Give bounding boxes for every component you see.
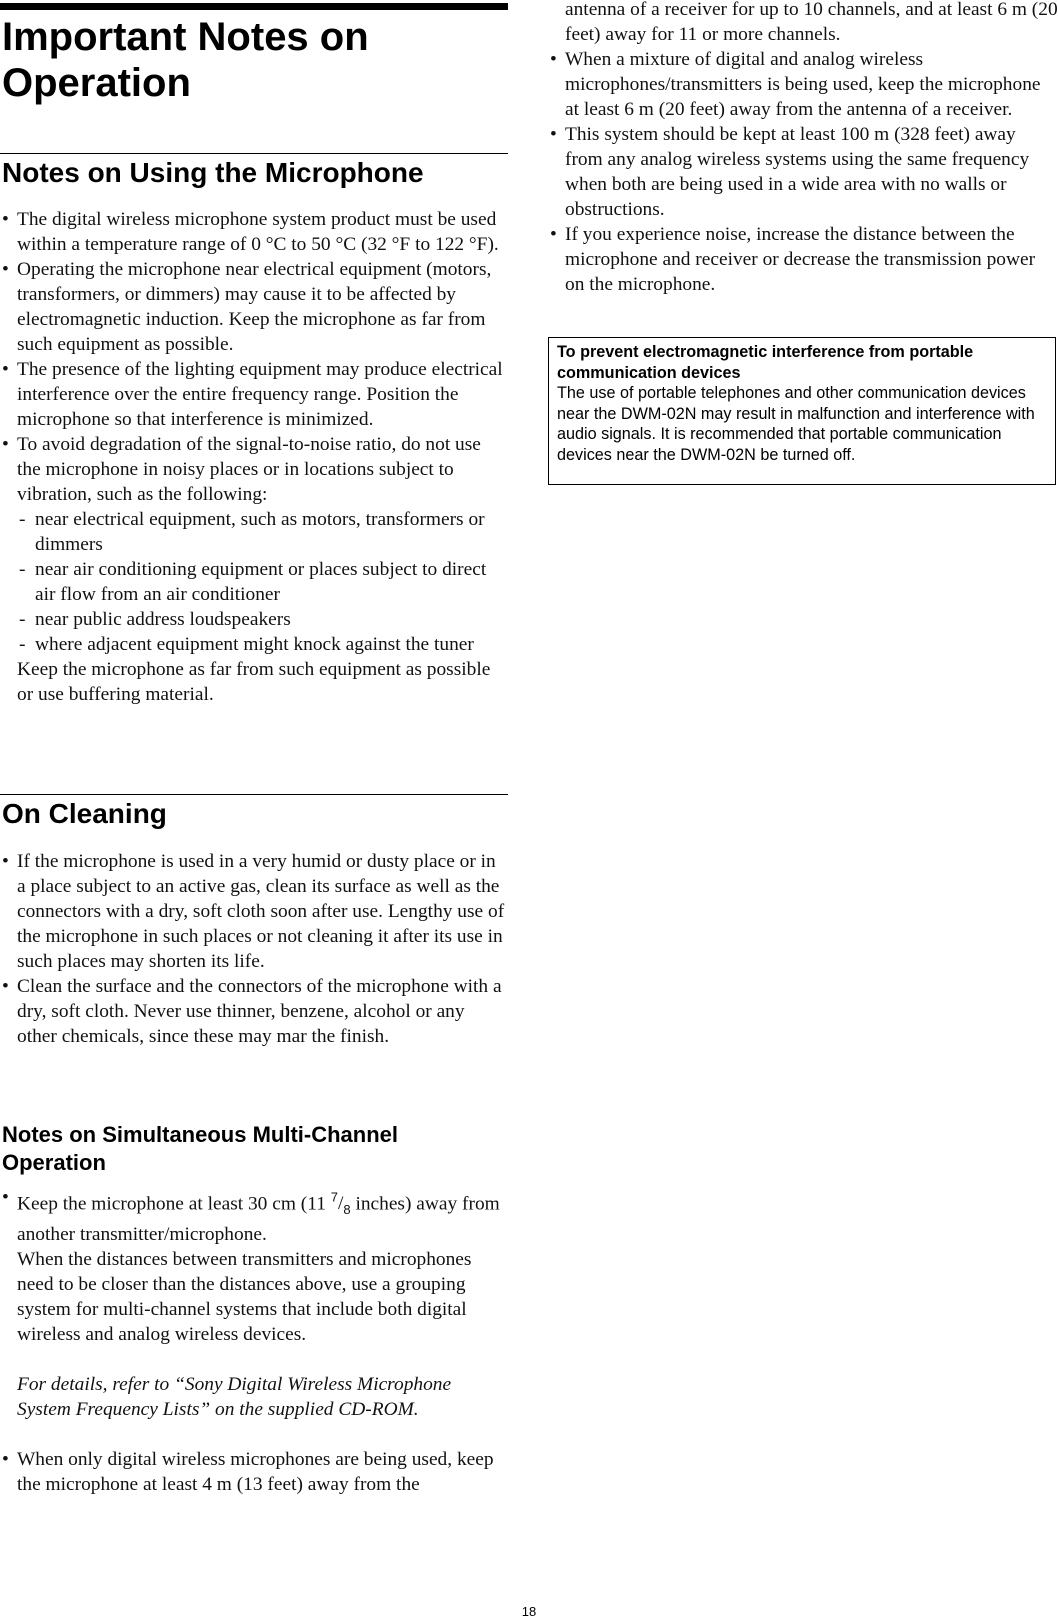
multichannel-notes-continued (548, 0, 1058, 297)
sub-list (17, 507, 508, 657)
microphone-notes (0, 207, 508, 707)
cleaning-notes (0, 849, 508, 1049)
note-box-title: To prevent electromagnetic interference from portable communication devices (557, 343, 974, 382)
fraction-denominator: 8 (343, 1202, 351, 1218)
note-box-body: The use of portable telephones and other communication devices near the DWM-02N may result in malfunction and interference with audio signals. It is recommended that portable communication devices near the DWM-02N be turned off. (557, 384, 1035, 464)
fraction-slash: / (337, 1193, 344, 1215)
list-item: • When a mixture of digital and analog wireless microphones/transmitters is being used, keep the microphone at least 6 m (20 feet) away from the antenna of a receiver. (548, 47, 1058, 122)
list-item: • This system should be kept at least 100 m (328 feet) away from any analog wireless systems using the same frequency when both are being used in a wide area with no walls or obstructions. (548, 122, 1058, 222)
fraction (330, 1190, 351, 1218)
page-title: Important Notes on Operation (2, 15, 369, 105)
list-item: • The presence of the lighting equipment may produce electrical interference over the entire frequency range. Position the microphone so that interference is minimized. (0, 357, 508, 432)
section-rule (0, 153, 508, 154)
heading-multichannel: Notes on Simultaneous Multi-Channel Operation (2, 1122, 399, 1175)
section-rule (0, 794, 508, 795)
fraction-numerator: 7 (330, 1190, 338, 1205)
list-item (0, 1185, 508, 1447)
list-item-text: antenna of a receiver for up to 10 channels, and at least 6 m (20 feet) away for 11 or more channels. (565, 0, 1058, 45)
list-item-text: • To avoid degradation of the signal-to-noise ratio, do not use the microphone in noisy places or in locations subject to vibration, such as the following: (17, 434, 481, 505)
list-item: • If the microphone is used in a very humid or dusty place or in a place subject to an active gas, clean its surface as well as the connectors with a dry, soft cloth soon after use. Lengthy use of the microphone in such places or not cleaning it after its use in such places may shorten its life. (0, 849, 508, 974)
list-item: • If you experience noise, increase the distance between the microphone and receiver or decrease the transmission power on the microphone. (548, 222, 1058, 297)
heading-microphone: Notes on Using the Microphone (2, 157, 424, 188)
note-box (548, 337, 1056, 485)
grouping-text: When the distances between transmitters and microphones need to be closer than the distances above, use a grouping system for multi-channel systems that include both digital wireless and analog wireless devices. (17, 1249, 472, 1346)
list-item: • When only digital wireless microphones are being used, keep the microphone at least 4 m (13 feet) away from the (0, 1447, 508, 1497)
list-item-text: Keep the microphone at least 30 cm (11 (17, 1193, 331, 1215)
sub-list-item: - near air conditioning equipment or places subject to direct air flow from an air conditioner (17, 557, 508, 607)
closing-text: Keep the microphone as far from such equipment as possible or use buffering material. (17, 659, 491, 705)
sub-list-item: - near public address loudspeakers (17, 607, 508, 632)
sub-list-item: - where adjacent equipment might knock against the tuner (17, 632, 508, 657)
page-number: 18 (521, 1604, 537, 1619)
reference-note: For details, refer to “Sony Digital Wireless Microphone System Frequency Lists” on the supplied CD-ROM. (17, 1374, 452, 1421)
heading-cleaning: On Cleaning (2, 798, 167, 829)
list-item-continued (548, 0, 1058, 47)
sub-list-item: - near electrical equipment, such as motors, transformers or dimmers (17, 507, 508, 557)
list-item (0, 432, 508, 707)
list-item: • Operating the microphone near electrical equipment (motors, transformers, or dimmers) may cause it to be affected by electromagnetic induction. Keep the microphone as far from such equipment as possible. (0, 257, 508, 357)
list-item-text: inches) away from another transmitter/microphone. (17, 1193, 500, 1246)
multichannel-notes (0, 1185, 508, 1497)
list-item: • The digital wireless microphone system product must be used within a temperature range of 0 °C to 50 °C (32 °F to 122 °F). (0, 207, 508, 257)
title-rule (0, 3, 508, 10)
list-item: • Clean the surface and the connectors of the microphone with a dry, soft cloth. Never use thinner, benzene, alcohol or any other chemicals, since these may mar the finish. (0, 974, 508, 1049)
